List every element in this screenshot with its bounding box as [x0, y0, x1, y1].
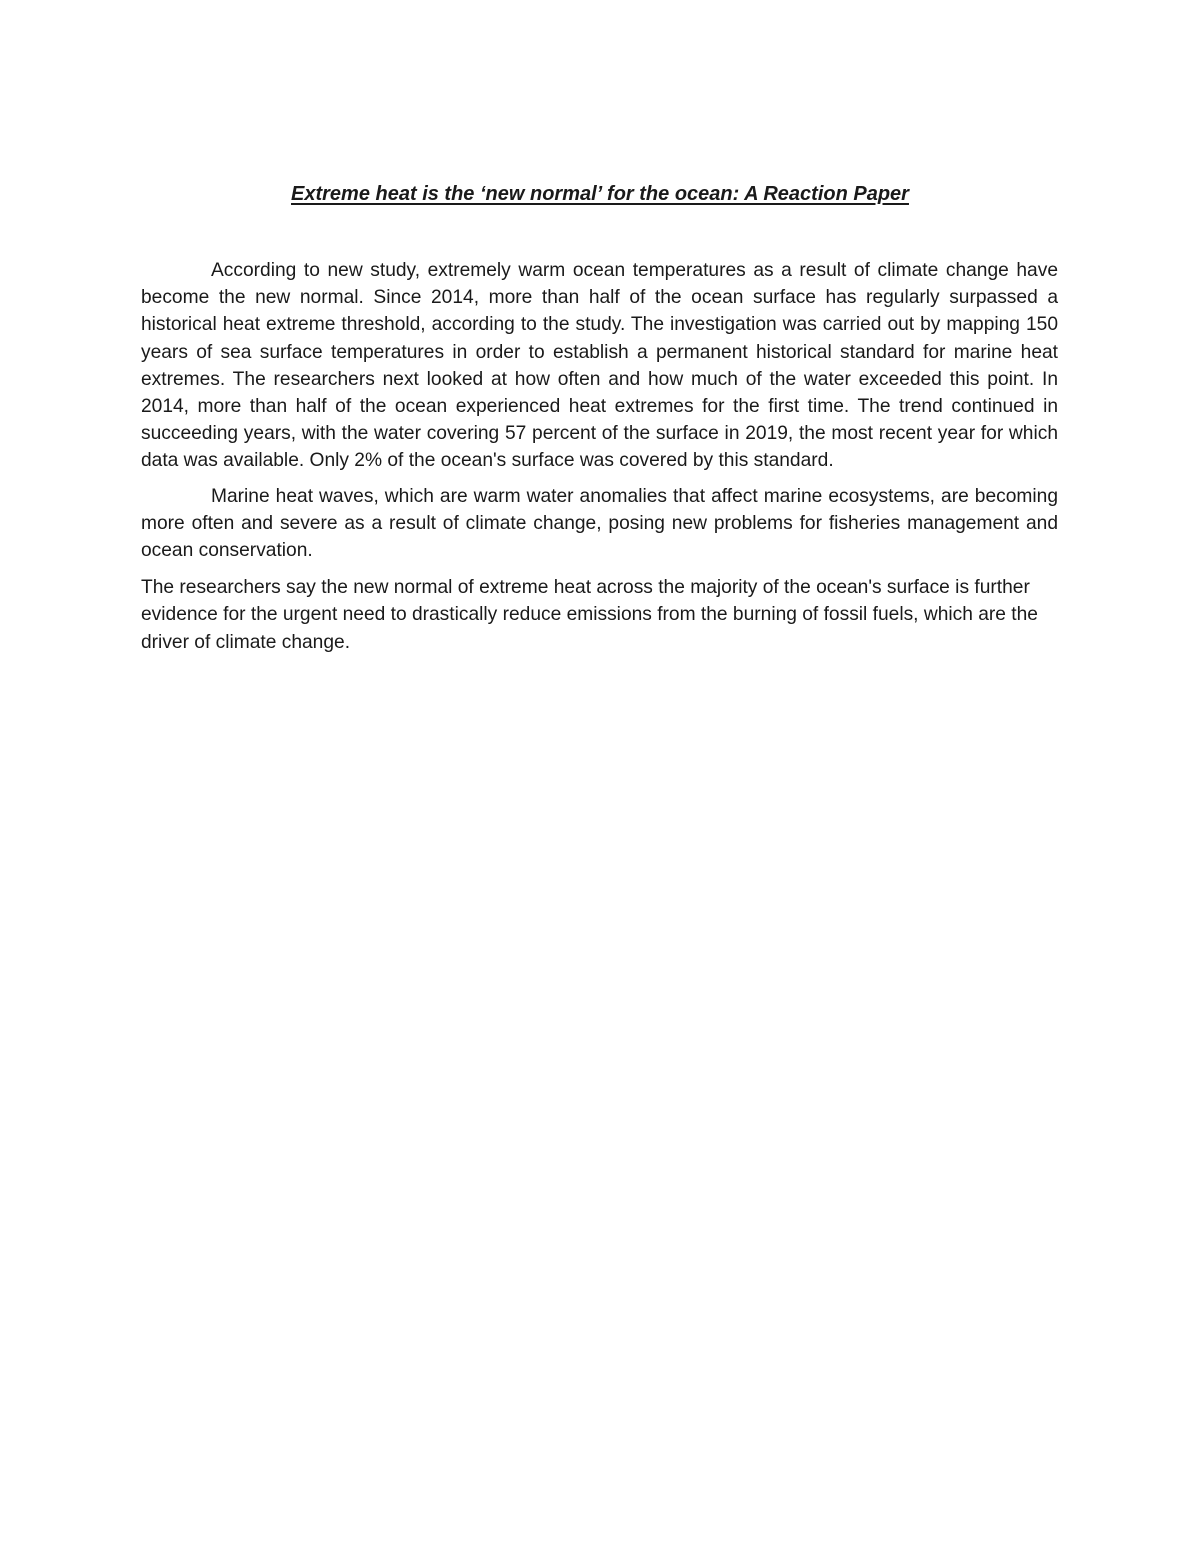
document-title: Extreme heat is the ‘new normal’ for the ocean: A Reaction Paper: [291, 183, 909, 205]
paragraph-3: The researchers say the new normal of extreme heat across the majority of the ocean's surface is further evidence for the urgent need to drastically reduce emissions from the burning of fossil fuels, which are the driver of climate change.: [141, 577, 1038, 653]
paragraph-2: Marine heat waves, which are warm water anomalies that affect marine ecosystems, are becoming more often and severe as a result of climate change, posing new problems for fisheries management and ocean conservation.: [141, 485, 1058, 562]
document-body: [141, 257, 1058, 656]
paragraph-1: According to new study, extremely warm ocean temperatures as a result of climate change have become the new normal. Since 2014, more than half of the ocean surface has regularly surpassed a historical heat extreme threshold, according to the study. The investigation was carried out by mapping 150 years of sea surface temperatures in order to establish a permanent historical standard for marine heat extremes. The researchers next looked at how often and how much of the water exceeded this point. In 2014, more than half of the ocean experienced heat extremes for the first time. The trend continued in succeeding years, with the water covering 57 percent of the surface in 2019, the most recent year for which data was available. Only 2% of the ocean's surface was covered by this standard.: [141, 260, 1058, 472]
